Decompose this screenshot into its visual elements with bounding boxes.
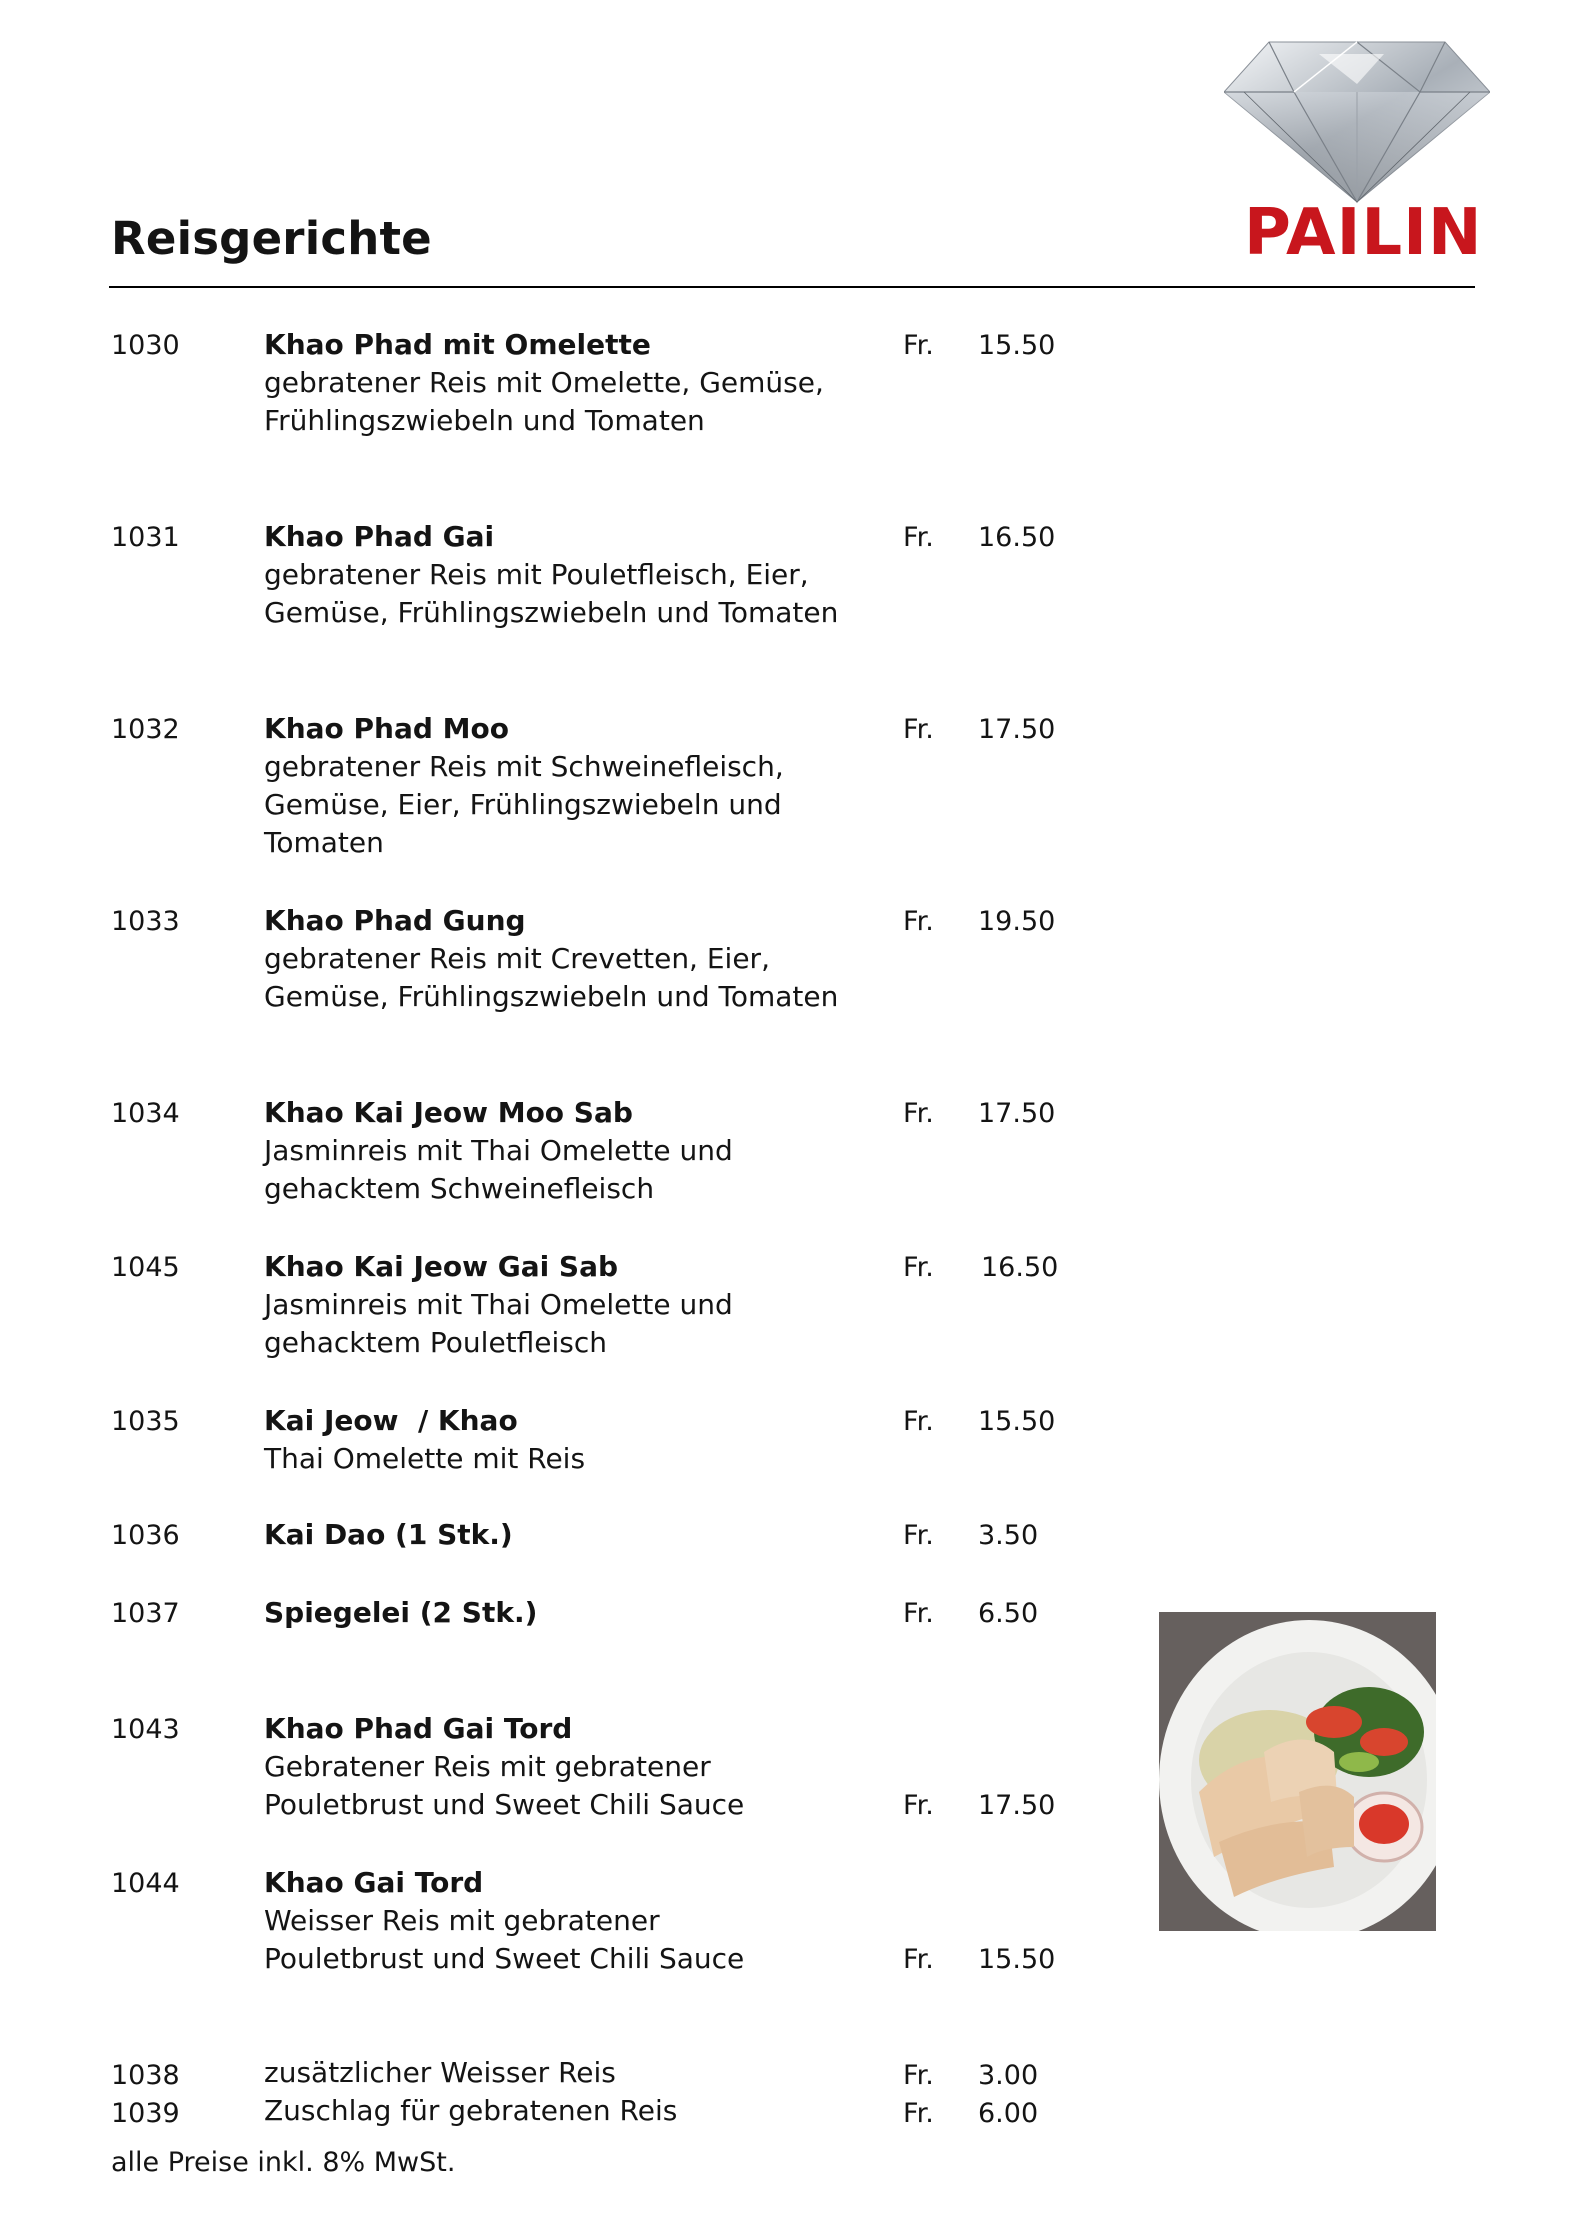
diamond-icon	[1224, 34, 1490, 204]
item-description-line: Thai Omelette mit Reis	[264, 1442, 586, 1475]
header-divider	[109, 286, 1475, 288]
item-price: 19.50	[978, 906, 1056, 937]
page-title: Reisgerichte	[111, 212, 432, 265]
item-description-line: Pouletbrust und Sweet Chili Sauce	[264, 1788, 745, 1821]
item-currency: Fr.	[903, 1252, 934, 1283]
item-number: 1031	[111, 522, 180, 553]
extra-currency: Fr.	[903, 2098, 934, 2129]
extra-number: 1038	[111, 2060, 180, 2091]
item-description-line: Gemüse, Frühlingszwiebeln und Tomaten	[264, 596, 839, 629]
item-price: 15.50	[978, 1406, 1056, 1437]
item-number: 1037	[111, 1598, 180, 1629]
item-number: 1043	[111, 1714, 180, 1745]
extra-label: zusätzlicher Weisser Reis	[264, 2056, 616, 2089]
item-name: Khao Phad Gai	[264, 520, 495, 553]
item-description-line: gebratener Reis mit Pouletfleisch, Eier,	[264, 558, 809, 591]
extra-price: 3.00	[978, 2060, 1039, 2091]
item-name: Khao Phad mit Omelette	[264, 328, 651, 361]
item-description-line: gehacktem Schweinefleisch	[264, 1172, 655, 1205]
item-description-line: gehacktem Pouletfleisch	[264, 1326, 608, 1359]
item-price: 17.50	[978, 714, 1056, 745]
item-description-line: gebratener Reis mit Crevetten, Eier,	[264, 942, 770, 975]
item-price: 15.50	[978, 330, 1056, 361]
extra-price: 6.00	[978, 2098, 1039, 2129]
item-currency: Fr.	[903, 330, 934, 361]
item-description-line: Frühlingszwiebeln und Tomaten	[264, 404, 705, 437]
brand-name: PAILIN	[1244, 196, 1483, 270]
item-number: 1036	[111, 1520, 180, 1551]
item-price: 16.50	[978, 522, 1056, 553]
item-description-line: Gemüse, Eier, Frühlingszwiebeln und	[264, 788, 782, 821]
item-name: Khao Gai Tord	[264, 1866, 484, 1899]
item-currency: Fr.	[903, 906, 934, 937]
item-name: Khao Kai Jeow Gai Sab	[264, 1250, 619, 1283]
item-number: 1034	[111, 1098, 180, 1129]
item-price: 16.50	[981, 1252, 1059, 1283]
item-currency: Fr.	[903, 1944, 934, 1975]
item-currency: Fr.	[903, 714, 934, 745]
item-currency: Fr.	[903, 1598, 934, 1629]
item-description-line: Weisser Reis mit gebratener	[264, 1904, 660, 1937]
item-currency: Fr.	[903, 522, 934, 553]
item-price: 17.50	[978, 1098, 1056, 1129]
item-description-line: Tomaten	[264, 826, 384, 859]
item-description-line: Pouletbrust und Sweet Chili Sauce	[264, 1942, 745, 1975]
item-name: Khao Phad Gai Tord	[264, 1712, 573, 1745]
item-description-line: Jasminreis mit Thai Omelette und	[264, 1288, 733, 1321]
item-number: 1045	[111, 1252, 180, 1283]
item-number: 1033	[111, 906, 180, 937]
item-number: 1030	[111, 330, 180, 361]
item-description-line: Gemüse, Frühlingszwiebeln und Tomaten	[264, 980, 839, 1013]
item-description-line: Jasminreis mit Thai Omelette und	[264, 1134, 733, 1167]
item-name: Khao Kai Jeow Moo Sab	[264, 1096, 633, 1129]
item-number: 1032	[111, 714, 180, 745]
item-currency: Fr.	[903, 1520, 934, 1551]
item-price: 6.50	[978, 1598, 1039, 1629]
item-name: Kai Jeow / Khao	[264, 1404, 518, 1437]
item-number: 1035	[111, 1406, 180, 1437]
item-currency: Fr.	[903, 1098, 934, 1129]
item-name: Khao Phad Moo	[264, 712, 509, 745]
price-footnote: alle Preise inkl. 8% MwSt.	[111, 2147, 456, 2178]
item-name: Khao Phad Gung	[264, 904, 526, 937]
item-price: 15.50	[978, 1944, 1056, 1975]
item-description-line: Gebratener Reis mit gebratener	[264, 1750, 711, 1783]
item-currency: Fr.	[903, 1790, 934, 1821]
item-description-line: gebratener Reis mit Schweinefleisch,	[264, 750, 784, 783]
item-currency: Fr.	[903, 1406, 934, 1437]
item-number: 1044	[111, 1868, 180, 1899]
extra-currency: Fr.	[903, 2060, 934, 2091]
extra-number: 1039	[111, 2098, 180, 2129]
item-price: 3.50	[978, 1520, 1039, 1551]
item-price: 17.50	[978, 1790, 1056, 1821]
item-name: Kai Dao (1 Stk.)	[264, 1518, 513, 1551]
item-name: Spiegelei (2 Stk.)	[264, 1596, 538, 1629]
item-description-line: gebratener Reis mit Omelette, Gemüse,	[264, 366, 824, 399]
dish-photo	[1159, 1612, 1436, 1931]
extra-label: Zuschlag für gebratenen Reis	[264, 2094, 678, 2127]
